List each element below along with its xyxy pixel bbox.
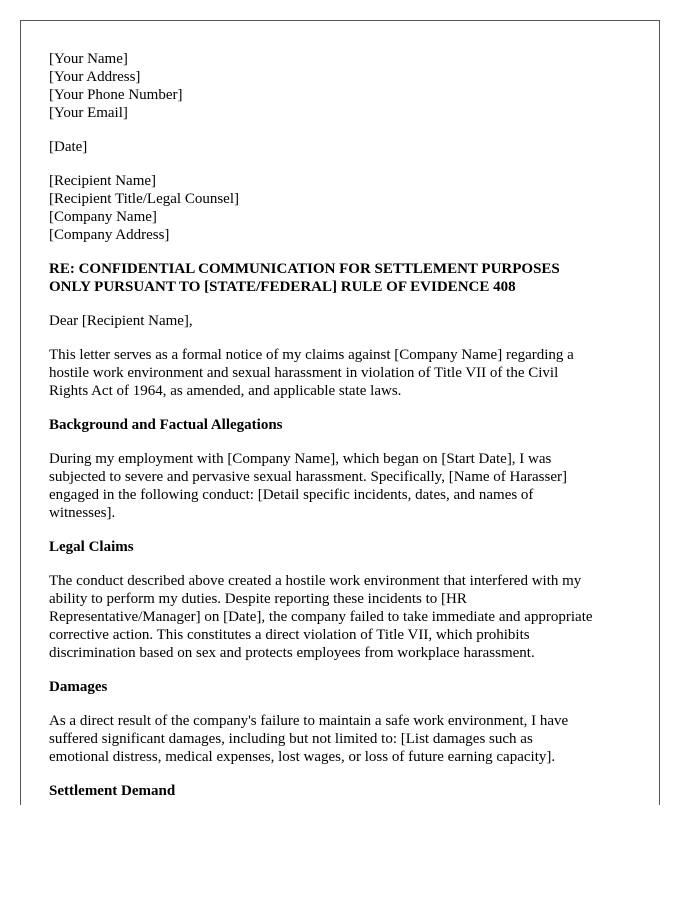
intro-line: hostile work environment and sexual harassment in violation of Title VII of the Civil xyxy=(49,365,559,381)
sender-name: [Your Name] xyxy=(49,51,128,67)
recipient-company: [Company Name] xyxy=(49,209,157,225)
recipient-block xyxy=(49,172,629,244)
damages-line: emotional distress, medical expenses, lost wages, or loss of future earning capacity]. xyxy=(49,749,556,765)
section-heading-damages: Damages xyxy=(49,679,108,695)
background-line: engaged in the following conduct: [Detail specific incidents, dates, and names of xyxy=(49,487,534,503)
intro-line: This letter serves as a formal notice of my claims against [Company Name] regarding a xyxy=(49,347,574,363)
section-heading-settlement-demand: Settlement Demand xyxy=(49,783,176,799)
damages-line: suffered significant damages, including but not limited to: [List damages such as xyxy=(49,731,533,747)
damages-line: As a direct result of the company's failure to maintain a safe work environment, I have xyxy=(49,713,569,729)
sender-address: [Your Address] xyxy=(49,69,141,85)
subject-line xyxy=(49,260,629,296)
legal-claims-line: The conduct described above created a hostile work environment that interfered with my xyxy=(49,573,582,589)
letter-body xyxy=(49,50,629,800)
recipient-name: [Recipient Name] xyxy=(49,173,157,189)
background-line: subjected to severe and pervasive sexual harassment. Specifically, [Name of Harasser] xyxy=(49,469,567,485)
background-paragraph xyxy=(49,450,629,522)
letter-date: [Date] xyxy=(49,139,88,155)
legal-claims-line: discrimination based on sex and protects employees from workplace harassment. xyxy=(49,645,535,661)
recipient-address: [Company Address] xyxy=(49,227,170,243)
recipient-title: [Recipient Title/Legal Counsel] xyxy=(49,191,239,207)
section-heading-background: Background and Factual Allegations xyxy=(49,417,283,433)
section-heading-legal-claims: Legal Claims xyxy=(49,539,134,555)
intro-line: Rights Act of 1964, as amended, and applicable state laws. xyxy=(49,383,402,399)
sender-email: [Your Email] xyxy=(49,105,128,121)
intro-paragraph xyxy=(49,346,629,400)
subject-line-1: RE: CONFIDENTIAL COMMUNICATION FOR SETTLEMENT PURPOSES xyxy=(49,261,560,277)
legal-claims-line: ability to perform my duties. Despite reporting these incidents to [HR xyxy=(49,591,467,607)
background-line: During my employment with [Company Name], which began on [Start Date], I was xyxy=(49,451,552,467)
sender-phone: [Your Phone Number] xyxy=(49,87,183,103)
letter-page xyxy=(20,20,660,805)
background-line: witnesses]. xyxy=(49,505,116,521)
subject-line-2: ONLY PURSUANT TO [STATE/FEDERAL] RULE OF EVIDENCE 408 xyxy=(49,279,516,295)
sender-block xyxy=(49,50,629,122)
legal-claims-paragraph xyxy=(49,572,629,662)
legal-claims-line: corrective action. This constitutes a direct violation of Title VII, which prohibits xyxy=(49,627,530,643)
legal-claims-line: Representative/Manager] on [Date], the company failed to take immediate and appropriate xyxy=(49,609,593,625)
salutation: Dear [Recipient Name], xyxy=(49,313,193,329)
damages-paragraph xyxy=(49,712,629,766)
